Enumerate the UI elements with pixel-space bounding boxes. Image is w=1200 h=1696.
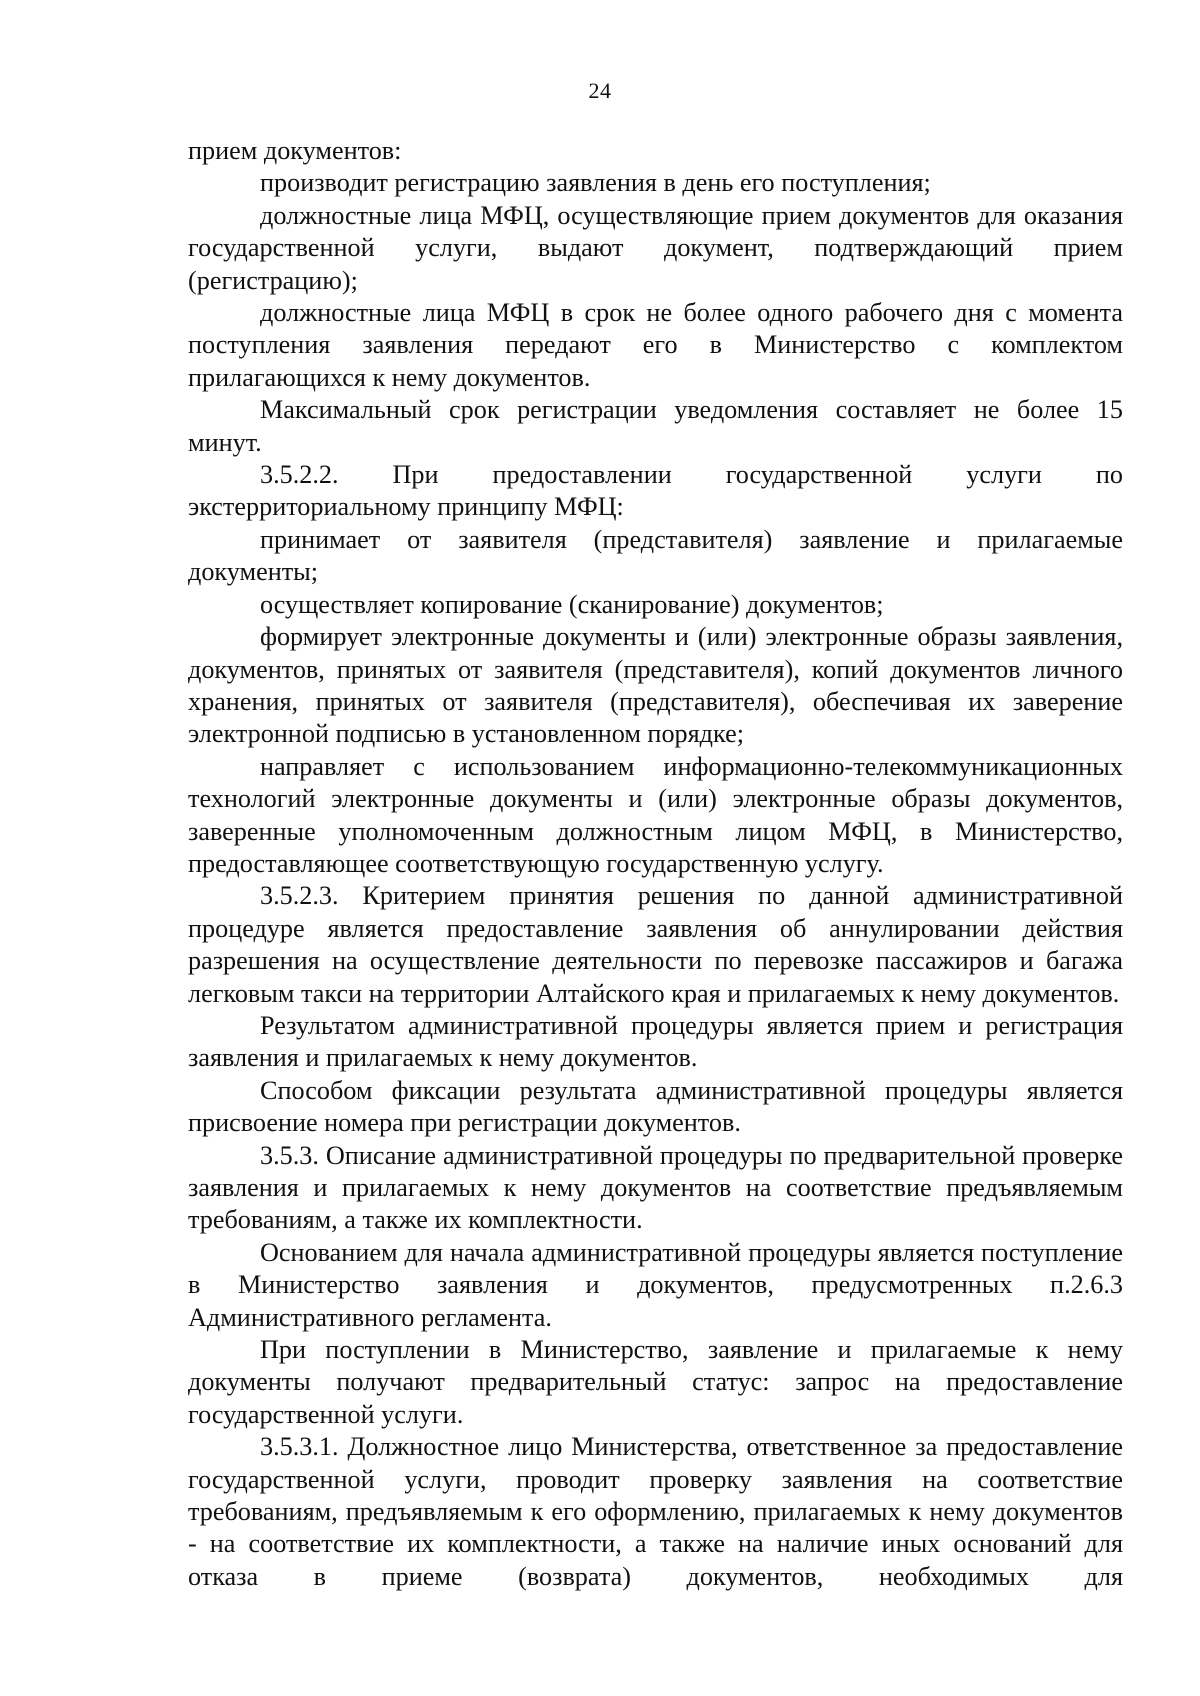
paragraph: направляет с использованием информационно-телекоммуникационных технологий электронные документы и (или) электронные образы документов, заверенные уполномоченным должностным лицом МФЦ, в Министерство, предоставляющее соответствующую государственную услугу. xyxy=(188,751,1123,878)
paragraph: прием документов: xyxy=(188,136,402,165)
paragraph: Максимальный срок регистрации уведомления составляет не более 15 минут. xyxy=(188,395,1123,457)
paragraph: 3.5.3. Описание административной процедуры по предварительной проверке заявления и прилагаемых к нему документов на соответствие предъявляемым требованиям, а также их комплектности. xyxy=(188,1140,1123,1235)
paragraph: принимает от заявителя (представителя) заявление и прилагаемые документы; xyxy=(188,524,1123,587)
document-body xyxy=(188,135,1123,1593)
paragraph: 3.5.2.3. Критерием принятия решения по данной административной процедуре является предоставление заявления об аннулировании действия разрешения на осуществление деятельности по перевозке пассажиров и багажа легковым такси на территории Алтайского края и прилагаемых к нему документов. xyxy=(188,881,1123,1008)
paragraph: Результатом административной процедуры является прием и регистрация заявления и прилагаемых к нему документов. xyxy=(188,1010,1123,1073)
paragraph: осуществляет копирование (сканирование) документов; xyxy=(260,589,884,619)
paragraph: формирует электронные документы и (или) электронные образы заявления, документов, принятых от заявителя (представителя), копий документов личного хранения, принятых от заявителя (представителя), обеспечивая их заверение электронной подписью в установленном порядке; xyxy=(188,622,1123,749)
paragraph: должностные лица МФЦ в срок не более одного рабочего дня с момента поступления заявления передают его в Министерство с комплектом прилагающихся к нему документов. xyxy=(188,298,1123,392)
paragraph: При поступлении в Министерство, заявление и прилагаемые к нему документы получают предварительный статус: запрос на предоставление государственной услуги. xyxy=(188,1335,1123,1429)
page-number: 24 xyxy=(588,78,612,103)
paragraph: производит регистрацию заявления в день его поступления; xyxy=(260,168,931,198)
paragraph: Способом фиксации результата административной процедуры является присвоение номера при регистрации документов. xyxy=(188,1075,1123,1138)
paragraph: Основанием для начала административной процедуры является поступление в Министерство заявления и документов, предусмотренных п.2.6.3 Административного регламента. xyxy=(188,1237,1123,1332)
paragraph: 3.5.3.1. Должностное лицо Министерства, ответственное за предоставление государственной услуги, проводит проверку заявления на соответствие требованиям, предъявляемым к его оформлению, прилагаемых к нему документов - на соответствие их комплектности, а также на наличие иных оснований для отказа в приеме (возврата) документов, необходимых для xyxy=(188,1432,1123,1591)
paragraph: должностные лица МФЦ, осуществляющие прием документов для оказания государственной услуги, выдают документ, подтверждающий прием (регистрацию); xyxy=(188,200,1123,295)
paragraph: 3.5.2.2. При предоставлении государственной услуги по экстерриториальному принципу МФЦ: xyxy=(188,460,1123,522)
